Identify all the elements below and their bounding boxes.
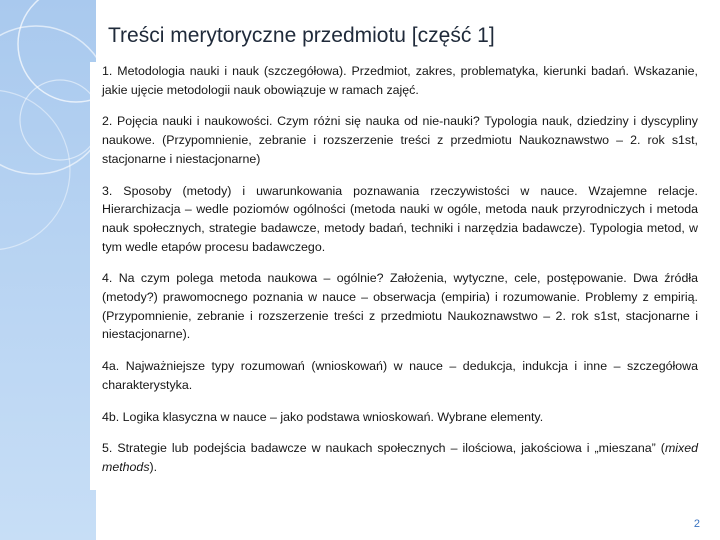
list-item: 3. Sposoby (metody) i uwarunkowania poznawania rzeczywistości w nauce. Wzajemne relacje. Hierarchizacja – wedle poziomów ogólności (metoda nauki w ogóle, metoda nauk przyrodniczych i metoda nauk społecznych, strategie badawcze, metody badań, techniki i narzędzia badawcze). Typologia metod, w tym wedle etapów procesu badawczego. — [102, 183, 698, 254]
list-item: 1. Metodologia nauki i nauk (szczegółowa). Przedmiot, zakres, problematyka, kierunki badań. Wskazanie, jakie ujęcie metodologii nauk obowiązuje w ramach zajęć. — [102, 64, 698, 97]
list-item-text-end: ). — [149, 459, 158, 474]
list-item: 2. Pojęcia nauki i naukowości. Czym różni się nauka od nie-nauki? Typologia nauk, dziedziny i dyscypliny naukowe. (Przypomnienie, zebranie i rozszerzenie treści z przedmiotu Naukoznawstwo – 2. rok s1st, stacjonarne i niestacjonarne) — [102, 114, 698, 166]
slide-title: Treści merytoryczne przedmiotu [część 1] — [108, 24, 495, 47]
content-list — [90, 62, 698, 490]
list-item: 4a. Najważniejsze typy rozumowań (wnioskowań) w nauce – dedukcja, indukcja i inne – szczegółowa charakterystyka. — [102, 359, 698, 392]
page-number: 2 — [693, 518, 700, 530]
list-item — [102, 439, 698, 476]
list-item-italic: mixed methods — [102, 441, 698, 474]
list-item-text: 5. Strategie lub podejścia badawcze w naukach społecznych – ilościowa, jakościowa i „mieszana” ( — [102, 441, 665, 456]
list-item: 4. Na czym polega metoda naukowa – ogólnie? Założenia, wytyczne, cele, postępowanie. Dwa źródła (metody?) prawomocnego poznania w nauce – obserwacja (empiria) i rozumowanie. Problemy z empirią. (Przypomnienie, zebranie i rozszerzenie treści z przedmiotu Naukoznawstwo – 2. rok s1st, stacjonarne i niestacjonarne). — [102, 271, 698, 342]
list-item: 4b. Logika klasyczna w nauce – jako podstawa wnioskowań. Wybrane elementy. — [102, 409, 544, 424]
